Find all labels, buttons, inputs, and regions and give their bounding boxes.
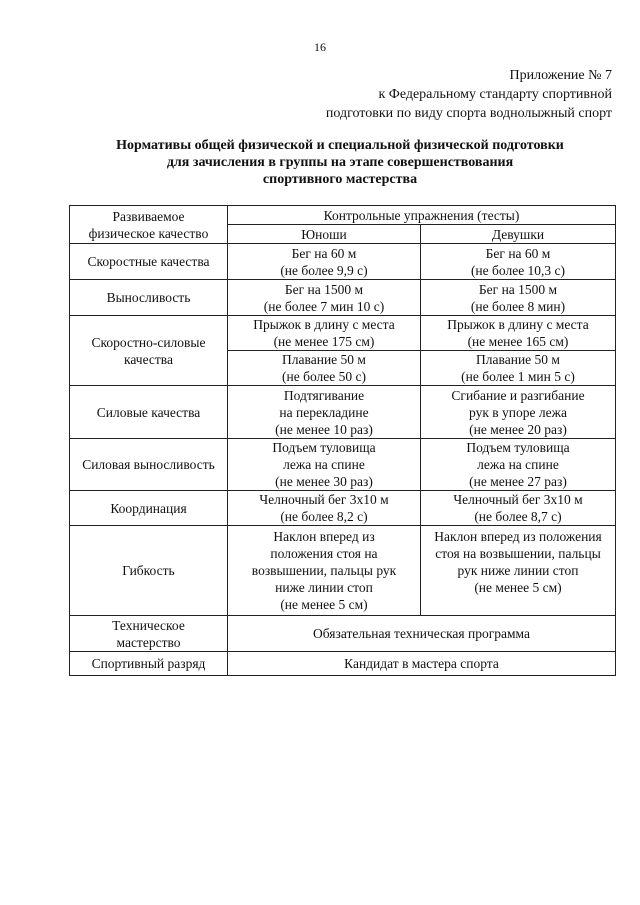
- quality-cell: Техническое мастерство: [70, 616, 228, 652]
- table-row: [70, 526, 616, 616]
- table-row: [70, 616, 616, 652]
- quality-cell: Координация: [70, 491, 228, 526]
- boys-cell: Подъем туловища лежа на спине (не менее 30 раз): [228, 439, 421, 491]
- table-row: [70, 439, 616, 491]
- combined-cell: Обязательная техническая программа: [228, 616, 616, 652]
- girls-cell: Наклон вперед из положения стоя на возвышении, пальцы рук ниже линии стоп (не менее 5 см): [421, 526, 616, 616]
- page-number: 16: [314, 40, 326, 54]
- table-row: [70, 280, 616, 316]
- combined-cell: Кандидат в мастера спорта: [228, 652, 616, 676]
- quality-cell: Гибкость: [70, 526, 228, 616]
- boys-cell: Бег на 60 м (не более 9,9 с): [228, 244, 421, 280]
- girls-cell: Прыжок в длину с места (не менее 165 см): [421, 316, 616, 351]
- title-line: Нормативы общей физической и специальной физической подготовки: [116, 138, 564, 153]
- header-girls: Девушки: [421, 225, 616, 244]
- appendix-header: [272, 66, 612, 123]
- appendix-line: Приложение № 7: [509, 68, 612, 83]
- document-title: [60, 137, 620, 188]
- standards-table: [69, 205, 616, 676]
- title-line: для зачисления в группы на этапе совершенствования: [166, 155, 514, 170]
- boys-cell: Челночный бег 3х10 м (не более 8,2 с): [228, 491, 421, 526]
- quality-cell: Спортивный разряд: [70, 652, 228, 676]
- girls-cell: Подъем туловища лежа на спине (не менее 27 раз): [421, 439, 616, 491]
- table-row: [70, 652, 616, 676]
- quality-cell: Скоростно-силовые качества: [70, 316, 228, 386]
- girls-cell: Сгибание и разгибание рук в упоре лежа (не менее 20 раз): [421, 386, 616, 439]
- boys-cell: Подтягивание на перекладине (не менее 10 раз): [228, 386, 421, 439]
- girls-cell: Бег на 1500 м (не более 8 мин): [421, 280, 616, 316]
- boys-cell: Бег на 1500 м (не более 7 мин 10 с): [228, 280, 421, 316]
- header-boys: Юноши: [228, 225, 421, 244]
- girls-cell: Бег на 60 м (не более 10,3 с): [421, 244, 616, 280]
- title-line: спортивного мастерства: [262, 172, 418, 187]
- header-quality: Развиваемое физическое качество: [70, 206, 228, 244]
- table-row: [70, 491, 616, 526]
- table-header-row: [70, 206, 616, 225]
- girls-cell: Плавание 50 м (не более 1 мин 5 с): [421, 351, 616, 386]
- quality-cell: Скоростные качества: [70, 244, 228, 280]
- boys-cell: Плавание 50 м (не более 50 с): [228, 351, 421, 386]
- boys-cell: Наклон вперед из положения стоя на возвышении, пальцы рук ниже линии стоп (не менее 5 см): [228, 526, 421, 616]
- quality-cell: Выносливость: [70, 280, 228, 316]
- quality-cell: Силовые качества: [70, 386, 228, 439]
- quality-cell: Силовая выносливость: [70, 439, 228, 491]
- table-row: [70, 316, 616, 351]
- boys-cell: Прыжок в длину с места (не менее 175 см): [228, 316, 421, 351]
- table-row: [70, 244, 616, 280]
- header-tests: Контрольные упражнения (тесты): [228, 206, 616, 225]
- appendix-line: к Федеральному стандарту спортивной: [378, 87, 612, 102]
- appendix-line: подготовки по виду спорта воднолыжный спорт: [325, 106, 612, 121]
- girls-cell: Челночный бег 3х10 м (не более 8,7 с): [421, 491, 616, 526]
- table-row: [70, 386, 616, 439]
